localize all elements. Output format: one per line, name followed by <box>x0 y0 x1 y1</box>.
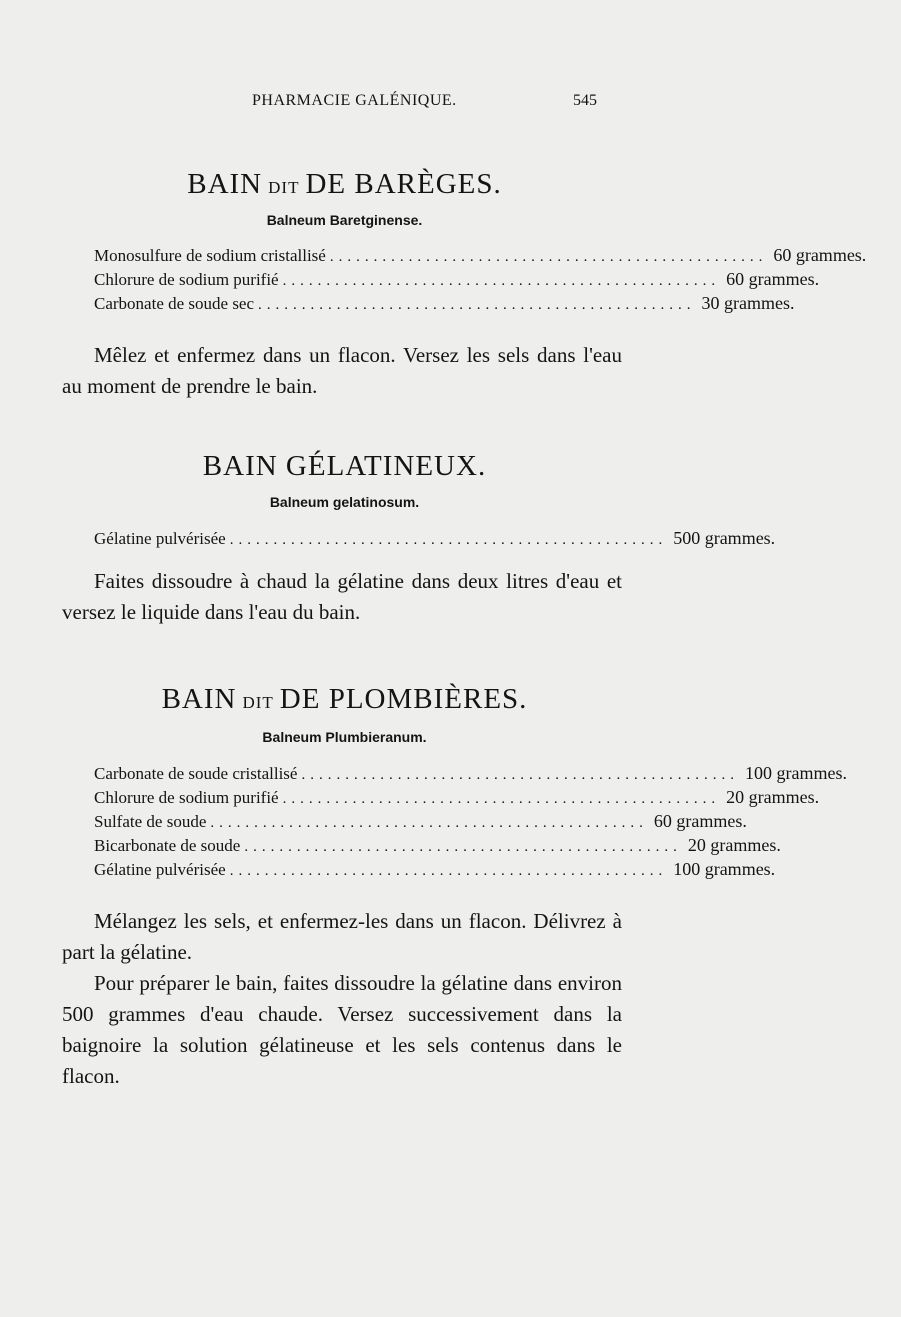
latin-name-plombieres: Balneum Plumbieranum. <box>262 729 427 745</box>
ingredient-name: Monosulfure de sodium cristallisé <box>94 246 326 265</box>
ingredient-row <box>94 761 847 785</box>
instructions-plombieres <box>62 906 622 1092</box>
paragraph: Mélangez les sels, et enfermez-les dans un flacon. Délivrez à part la gélatine. <box>62 909 622 964</box>
leader-dots: .................................................. <box>244 839 682 855</box>
running-head-title: PHARMACIE GALÉNIQUE. <box>252 92 457 109</box>
ingredient-row <box>94 526 776 550</box>
ingredient-row <box>94 267 820 291</box>
leader-dots: .................................................. <box>258 297 696 313</box>
title-dit: DIT <box>268 178 300 197</box>
ingredient-qty: 60 grammes. <box>653 811 747 831</box>
paragraph: Mêlez et enfermez dans un flacon. Versez les sels dans l'eau au moment de prendre le bain. <box>62 343 622 398</box>
ingredient-name: Carbonate de soude cristallisé <box>94 764 298 783</box>
leader-dots: .................................................. <box>329 249 768 265</box>
ingredient-name: Chlorure de sodium purifié <box>94 788 279 807</box>
title-part: DE PLOMBIÈRES. <box>279 683 528 715</box>
paragraph: Faites dissoudre à chaud la gélatine dans deux litres d'eau et versez le liquide dans l'eau du bain. <box>62 569 622 624</box>
page-number: 545 <box>573 92 597 109</box>
ingredient-name: Gélatine pulvérisée <box>94 529 226 548</box>
section-title-gelatineux: BAIN GÉLATINEUX. <box>202 450 487 482</box>
ingredient-row <box>94 291 795 315</box>
ingredient-qty: 100 grammes. <box>673 859 776 879</box>
ingredient-qty: 60 grammes. <box>773 245 867 265</box>
ingredient-qty: 20 grammes. <box>687 835 781 855</box>
ingredient-qty: 60 grammes. <box>726 269 820 289</box>
leader-dots: .................................................. <box>282 273 721 289</box>
ingredient-name: Chlorure de sodium purifié <box>94 270 279 289</box>
ingredient-row <box>94 809 747 833</box>
ingredient-name: Bicarbonate de soude <box>94 836 241 855</box>
instructions-gelatineux <box>62 566 622 628</box>
paragraph: Pour préparer le bain, faites dissoudre la gélatine dans environ 500 grammes d'eau chaude. Versez successivement dans la baignoire la solution gélatineuse et les sels contenus dans le flacon. <box>62 971 622 1088</box>
ingredient-qty: 30 grammes. <box>701 293 795 313</box>
ingredient-name: Gélatine pulvérisée <box>94 860 226 879</box>
ingredient-qty: 500 grammes. <box>673 528 776 548</box>
ingredient-row <box>94 857 776 881</box>
ingredient-row <box>94 243 867 267</box>
leader-dots: .................................................. <box>301 767 739 783</box>
ingredient-name: Carbonate de soude sec <box>94 294 255 313</box>
ingredient-qty: 20 grammes. <box>726 787 820 807</box>
title-part: BAIN <box>161 683 237 715</box>
section-title-bareges <box>92 168 597 201</box>
latin-name-bareges: Balneum Baretginense. <box>266 212 423 228</box>
leader-dots: .................................................. <box>282 791 721 807</box>
title-part: DE BARÈGES. <box>305 168 502 200</box>
running-head <box>92 92 597 116</box>
latin-name-gelatineux: Balneum gelatinosum. <box>269 494 420 510</box>
title-dit: DIT <box>242 693 274 712</box>
leader-dots: .................................................. <box>229 863 668 879</box>
ingredient-list-gelatineux <box>94 526 776 550</box>
instructions-bareges <box>62 340 622 402</box>
ingredient-name: Sulfate de soude <box>94 812 207 831</box>
leader-dots: .................................................. <box>210 815 648 831</box>
ingredient-qty: 100 grammes. <box>744 763 847 783</box>
leader-dots: .................................................. <box>229 532 668 548</box>
section-title-plombieres <box>92 683 597 716</box>
ingredient-list-plombieres <box>94 761 847 881</box>
title-part: BAIN <box>187 168 263 200</box>
ingredient-row <box>94 785 820 809</box>
ingredient-list-bareges <box>94 243 867 315</box>
ingredient-row <box>94 833 781 857</box>
